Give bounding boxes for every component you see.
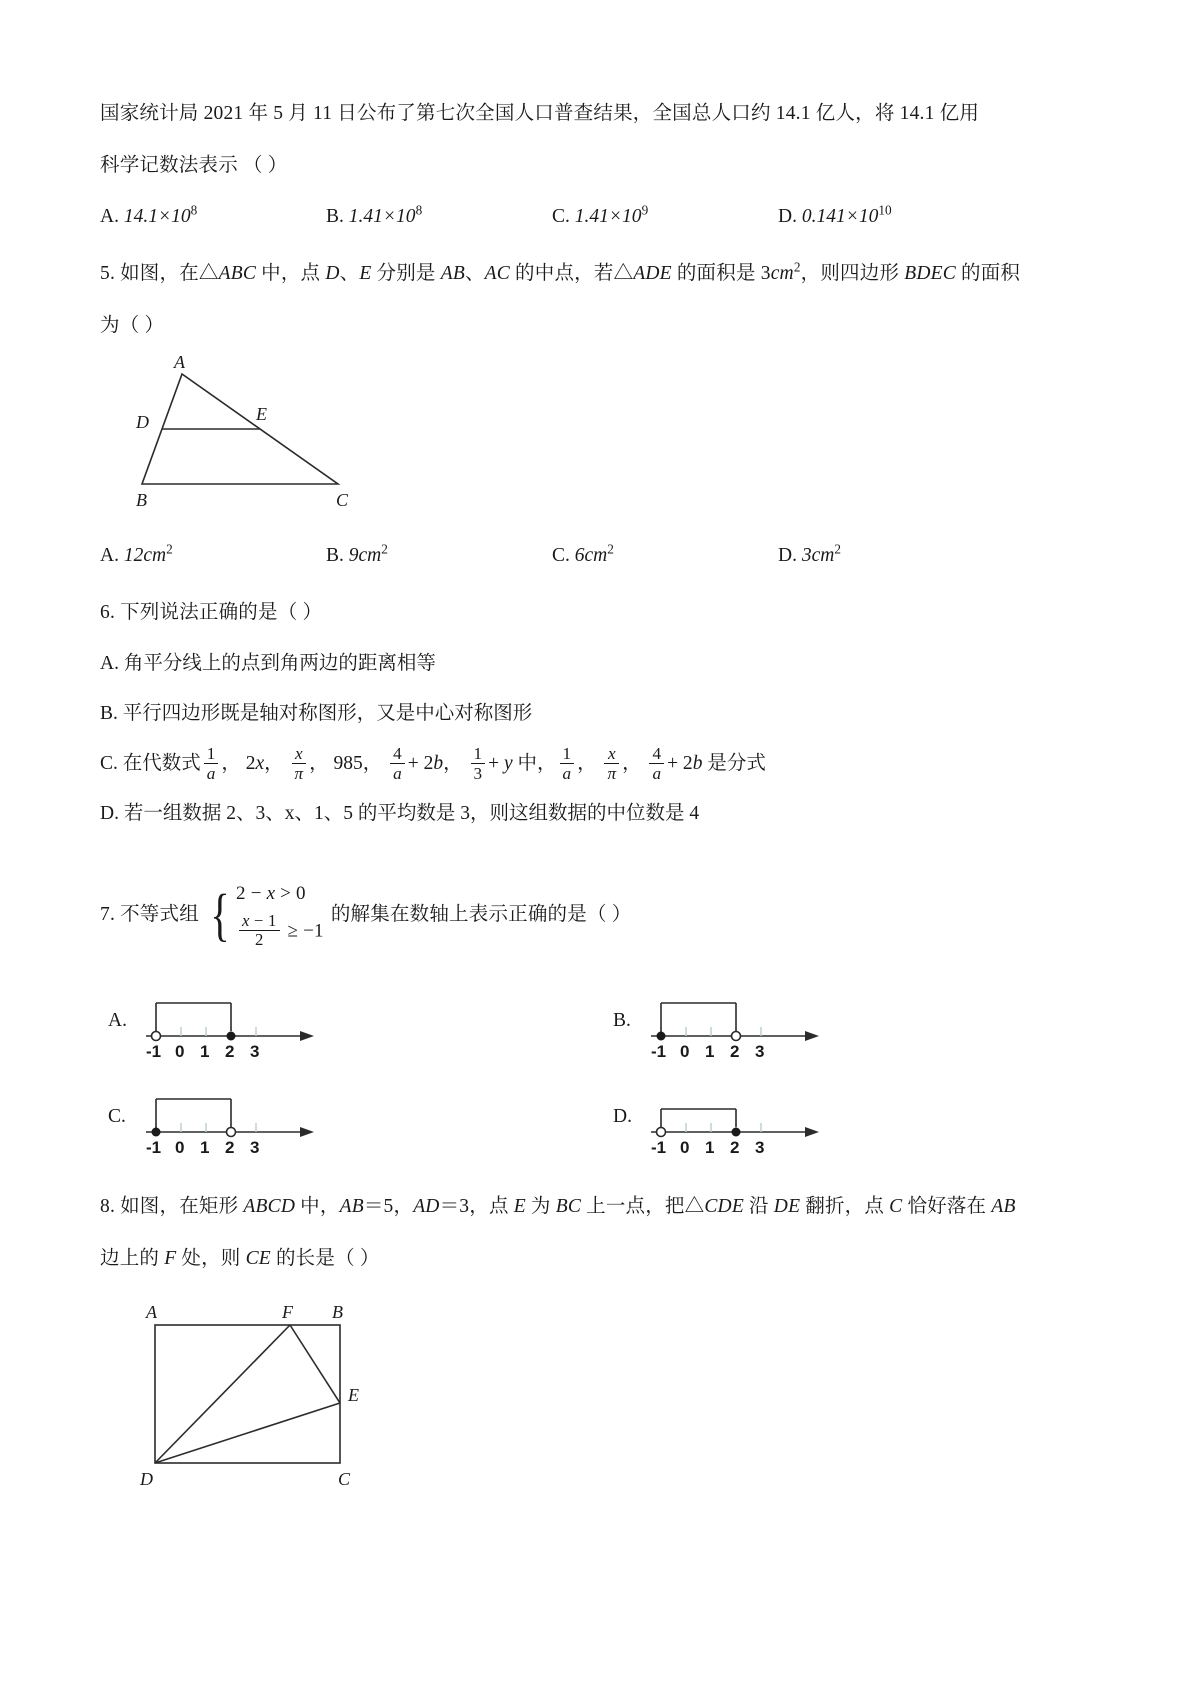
svg-text:A: A [146,1303,157,1322]
svg-text:0: 0 [680,1138,690,1157]
option-label: A. [100,545,119,566]
text-part: 中， [295,1196,340,1217]
var-bc: BC [555,1196,582,1217]
option-label: C. [552,206,570,227]
question-number: 7. [100,904,116,925]
option-label: D. [613,1106,632,1127]
question-4-option-d[interactable] [778,192,892,242]
choice-label: A. [100,653,119,674]
text-part: 分别是 [371,263,441,284]
question-7-option-b[interactable] [605,973,1110,1069]
option-label: B. [326,206,344,227]
var-e: E [359,263,372,284]
text-part: 沿 [743,1196,774,1217]
option-value: 14.1×10 [123,206,191,227]
var-ac: AC [484,263,510,284]
option-exponent: 8 [415,202,423,218]
svg-text:3: 3 [755,1138,765,1157]
svg-text:1: 1 [200,1138,210,1157]
option-exponent: 9 [641,202,649,218]
option-label: D. [778,545,797,566]
var-ab: AB [440,263,465,284]
numberline-a-svg [138,981,318,1061]
text-part: 、 [464,263,485,284]
option-exponent: 2 [834,541,841,557]
svg-text:-1: -1 [651,1138,667,1157]
question-4-options [100,192,1110,242]
option-value: 0.141×10 [801,206,879,227]
var-abcd: ABCD [243,1196,296,1217]
question-4 [100,88,1110,242]
question-7-option-c[interactable] [100,1069,605,1165]
question-number: 6. [100,602,116,623]
frac-1-over-a: $\frac{1}{a}$ [204,744,219,783]
svg-text:C: C [336,490,349,510]
question-8-line-2 [100,1233,1110,1285]
option-label: C. [108,1106,126,1127]
option-value: 3 [801,545,812,566]
numberline-d-svg [643,1077,823,1157]
option-value: 6 [574,545,585,566]
var-e: E [513,1196,526,1217]
var-cde: CDE [704,1196,744,1217]
question-8 [100,1181,1110,1498]
frac-4-over-a-2: $\frac{4}{a}$ [649,744,664,783]
frac-x-over-pi: $\frac{x}{\pi}$ [292,744,307,783]
question-7 [100,867,1110,1165]
choice-prefix: 在代数式 [122,753,201,774]
figure-triangle-abc [100,356,1110,521]
question-number: 8. [100,1196,116,1217]
svg-text:F: F [282,1303,293,1322]
question-5-option-c[interactable] [552,531,778,581]
option-label: C. [552,545,570,566]
svg-text:0: 0 [175,1042,185,1061]
text-part: 翻折，点 [800,1196,890,1217]
question-6-line-1 [100,587,1110,639]
svg-text:2: 2 [225,1138,235,1157]
svg-text:E: E [256,404,267,424]
text-part: 边上的 [100,1248,165,1269]
question-5 [100,248,1110,581]
text-part: 中，点 [256,263,326,284]
var-d: D [325,263,340,284]
frac-1-over-3: $\frac{1}{3}$ [471,744,486,783]
option-unit: cm [811,545,835,566]
svg-text:2: 2 [225,1042,235,1061]
svg-text:-1: -1 [146,1042,162,1061]
option-value: 1.41×10 [574,206,642,227]
left-brace-icon: { [210,882,230,948]
spacer [100,845,1110,867]
question-7-option-a[interactable] [100,973,605,1069]
numberline-b-svg [643,981,823,1061]
unit-cm: cm [770,263,794,284]
option-unit: cm [584,545,608,566]
frac-x-over-pi-2: $\frac{x}{\pi}$ [604,744,619,783]
question-4-option-c[interactable] [552,192,778,242]
system-row-2 [236,911,324,953]
svg-text:A: A [174,356,185,372]
question-7-options [100,973,1110,1165]
frac-4-over-a: $\frac{4}{a}$ [390,744,405,783]
question-prefix: 不等式组 [120,904,199,925]
svg-text:0: 0 [680,1042,690,1061]
figure-rectangle-abcd [100,1303,1110,1498]
var-de: DE [773,1196,801,1217]
question-6 [100,587,1110,839]
question-text: 下列说法正确的是（ ） [120,602,323,623]
svg-text:B: B [332,1303,343,1322]
text-part: 、 [339,263,360,284]
question-number: 5. [100,263,116,284]
option-label: D. [778,206,797,227]
choice-suffix: 是分式 [707,753,766,774]
question-suffix: 的解集在数轴上表示正确的是（ ） [330,904,632,925]
var-ad: AD [413,1196,440,1217]
svg-text:C: C [338,1469,351,1489]
text-part: 的中点，若△ [509,263,634,284]
text-part: 的面积 [955,263,1021,284]
page-content [100,88,1110,1508]
option-label: B. [326,545,344,566]
option-value: 9 [348,545,359,566]
svg-text:1: 1 [705,1042,715,1061]
svg-text:1: 1 [705,1138,715,1157]
numberline-c-svg [138,1077,318,1157]
question-6-choice-d[interactable] [100,789,1110,839]
option-value: 12 [123,545,144,566]
frac-1-over-a-2: $\frac{1}{a}$ [560,744,575,783]
rectangle-abcd-svg [100,1303,400,1493]
svg-text:B: B [136,490,147,510]
triangle-abc-svg [100,356,400,516]
var-ade: ADE [633,263,672,284]
question-5-option-a[interactable] [100,531,326,581]
svg-text:D: D [136,412,149,432]
svg-text:1: 1 [200,1042,210,1061]
svg-text:3: 3 [755,1042,765,1061]
option-label: A. [108,1010,127,1031]
text-part: 的面积是 3 [671,263,771,284]
choice-label: B. [100,703,118,724]
question-4-option-b[interactable] [326,192,552,242]
choice-mid: 中， [517,753,557,774]
svg-text:D: D [140,1469,153,1489]
question-4-line-2: 科学记数法表示 （ ） [100,155,288,176]
svg-text:2: 2 [730,1138,740,1157]
option-unit: cm [358,545,382,566]
option-value: 1.41×10 [348,206,416,227]
text-part: ，则四边形 [800,263,905,284]
question-5-option-b[interactable] [326,531,552,581]
option-exponent: 2 [607,541,614,557]
var-f: F [164,1248,177,1269]
text-part: 为 [525,1196,556,1217]
question-4-option-a[interactable] [100,192,326,242]
text-part: 处，则 [176,1248,246,1269]
var-c: C [889,1196,903,1217]
choice-text: 若一组数据 2、3、x、1、5 的平均数是 3，则这组数据的中位数是 4 [123,803,700,824]
inequality-system [206,878,324,953]
question-5-line-2: 为（ ） [100,315,165,336]
var-ab2: AB [991,1196,1016,1217]
option-exponent: 2 [381,541,388,557]
var-bdec: BDEC [904,263,956,284]
frac-x-minus-1-over-2: $\frac{x - 1}{2}$ [239,912,280,950]
svg-text:E: E [348,1385,359,1405]
text-part: 的长是（ ） [270,1248,380,1269]
choice-text: 角平分线上的点到角两边的距离相等 [123,653,436,674]
var-abc: ABC [218,263,257,284]
question-5-option-d[interactable] [778,531,841,581]
svg-text:3: 3 [250,1138,260,1157]
svg-text:-1: -1 [146,1138,162,1157]
spacer [100,963,1110,973]
var-ab: AB [339,1196,364,1217]
spacer [100,1171,1110,1181]
choice-label: D. [100,803,119,824]
option-exponent: 10 [878,202,892,218]
question-7-option-d[interactable] [605,1069,1110,1165]
question-5-options [100,531,1110,581]
svg-text:0: 0 [175,1138,185,1157]
text-part: ＝3，点 [439,1196,514,1217]
question-7-line-1 [100,867,1110,963]
system-row-1: 2 − x > 0 [236,883,306,905]
text-part: 上一点，把△ [581,1196,705,1217]
relation: ≥ −1 [287,920,324,942]
text-part: 如图，在矩形 [120,1196,244,1217]
option-exponent: 2 [166,541,173,557]
exponent: 2 [793,259,801,275]
question-6-choice-a[interactable] [100,639,1110,689]
text-part: ＝5， [363,1196,414,1217]
choice-text: 平行四边形既是轴对称图形，又是中心对称图形 [122,703,533,724]
svg-text:2: 2 [730,1042,740,1061]
option-exponent: 8 [190,202,198,218]
choice-label: C. [100,753,118,774]
question-6-choice-c[interactable]: C. 在代数式 $\frac{1}{a}$ ， 2x， $\frac{x}{\pi}$ ， 985， $\frac{4}{a}$ + 2b， $\frac{1}{3}$ + y 中， $\frac{1}{a}$ ， $\frac{x}{\pi}$ ， $\frac{4}{a}$ + 2b 是分式 [100,743,766,784]
text-part: 恰好落在 [902,1196,992,1217]
svg-text:-1: -1 [651,1042,667,1061]
option-unit: cm [143,545,167,566]
question-5-line-1 [100,248,1110,300]
question-8-line-1 [100,1181,1110,1233]
text-part: 如图，在△ [120,263,219,284]
svg-text:3: 3 [250,1042,260,1061]
option-label: B. [613,1010,631,1031]
var-ce: CE [245,1248,271,1269]
question-6-choice-b[interactable] [100,689,1110,739]
question-4-line-1: 国家统计局 2021 年 5 月 11 日公布了第七次全国人口普查结果，全国总人口约 14.1 亿人，将 14.1 亿用 [100,103,980,124]
option-label: A. [100,206,119,227]
